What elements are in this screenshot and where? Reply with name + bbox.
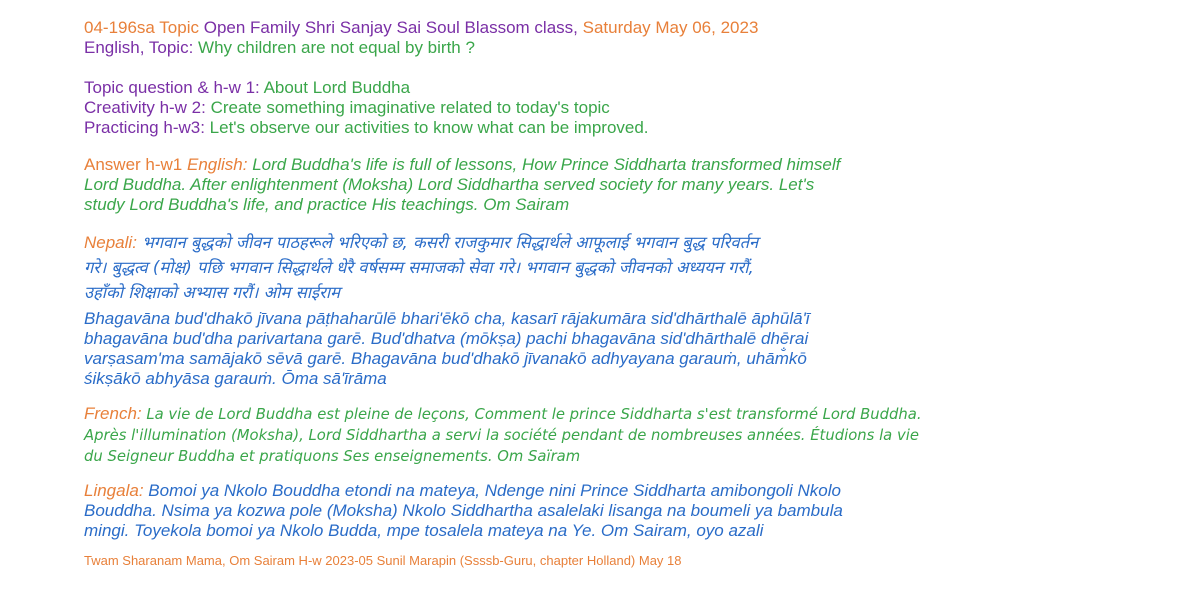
footer-credit: Twam Sharanam Mama, Om Sairam H-w 2023-05 Sunil Marapin (Ssssb-Guru, chapter Holland) May 18 [84, 553, 682, 568]
answer-text: Lord Buddha. After enlightenment (Moksha) Lord Siddhartha served society for many years. Let's [84, 175, 815, 194]
homework-text: Create something imaginative related to today's topic [210, 98, 610, 117]
transliteration-text: Bhagavāna bud'dhakō jīvana pāṭhaharūlē bhari'ēkō cha, kasarī rājakumāra sid'dhārthalē āphūlā'ī [84, 309, 810, 328]
nepali-text: गरे। बुद्धत्व (मोक्ष) पछि भगवान सिद्धार्थले धेरै वर्षसम्म समाजको सेवा गरे। भगवान बुद्धको जीवनको अध्ययन गरौं, [84, 258, 754, 277]
language-label-french: French: [84, 404, 142, 423]
class-code: 04-196sa Topic [84, 18, 199, 37]
topic-label: English, Topic: [84, 38, 194, 57]
document [84, 18, 1144, 569]
homework-text: Let's observe our activities to know what can be improved. [209, 118, 649, 137]
nepali-line [84, 230, 1144, 255]
answer-french [84, 403, 1144, 467]
answer-nepali [84, 230, 1144, 389]
homework-label: Creativity h-w 2: [84, 98, 206, 117]
lingala-text: Bouddha. Nsima ya kozwa pole (Moksha) Nkolo Siddhartha asalelaki lisanga na boumeli ya bambula [84, 501, 843, 520]
nepali-text: उहाँको शिक्षाको अभ्यास गरौं। ओम साईराम [84, 283, 340, 302]
header-line [84, 18, 1144, 38]
answer-lingala [84, 481, 1144, 541]
answer-english [84, 155, 1144, 215]
transliteration-text: bhagavāna bud'dha parivartana garē. Bud'dhatva (mōkṣa) pachi bhagavāna sid'dhārthalē dhērai [84, 329, 809, 348]
french-text: du Seigneur Buddha et pratiquons Ses enseignements. Om Saïram [84, 448, 581, 465]
language-label-lingala: Lingala: [84, 481, 144, 500]
french-text: Après l'illumination (Moksha), Lord Siddhartha a servi la société pendant de nombreuses années. Étudions la vie [84, 427, 919, 444]
homework-item [84, 98, 1144, 118]
lingala-text: mingi. Toyekola bomoi ya Nkolo Budda, mpe tosalela mateya na Ye. Om Sairam, oyo azali [84, 521, 764, 540]
homework-text: About Lord Buddha [263, 78, 411, 97]
homework-label: Topic question & h-w 1: [84, 78, 260, 97]
class-date: Saturday May 06, 2023 [582, 18, 759, 37]
transliteration-text: śikṣākō abhyāsa garauṁ. Ōma sā'īrāma [84, 369, 387, 388]
homework-label: Practicing h-w3: [84, 118, 205, 137]
nepali-text: भगवान बुद्धको जीवन पाठहरूले भरिएको छ, कसरी राजकुमार सिद्धार्थले आफूलाई भगवान बुद्ध परिवर्तन [142, 233, 759, 252]
answer-text: Lord Buddha's life is full of lessons, How Prince Siddharta transformed himself [252, 155, 841, 174]
homework-item [84, 118, 1144, 138]
lingala-text: Bomoi ya Nkolo Bouddha etondi na mateya, Ndenge nini Prince Siddharta amibongoli Nkolo [148, 481, 841, 500]
homework-item [84, 78, 1144, 98]
topic-text: Why children are not equal by birth ? [198, 38, 475, 57]
class-name: Open Family Shri Sanjay Sai Soul Blassom class, [203, 18, 578, 37]
french-line [84, 403, 1144, 425]
answer-label: Answer h-w1 [84, 155, 183, 174]
french-text: La vie de Lord Buddha est pleine de leçons, Comment le prince Siddharta s'est transformé Lord Buddha. [146, 406, 922, 423]
answer-line [84, 155, 1144, 175]
lingala-line [84, 481, 1144, 501]
language-label-nepali: Nepali: [84, 233, 137, 252]
topic-line [84, 38, 1144, 58]
language-label-english: English: [187, 155, 248, 174]
transliteration-text: varṣasam'ma samājakō sēvā garē. Bhagavāna bud'dhakō jīvanakō adhyayana garauṁ, uhām̐kō [84, 349, 807, 368]
answer-text: study Lord Buddha's life, and practice His teachings. Om Sairam [84, 195, 570, 214]
